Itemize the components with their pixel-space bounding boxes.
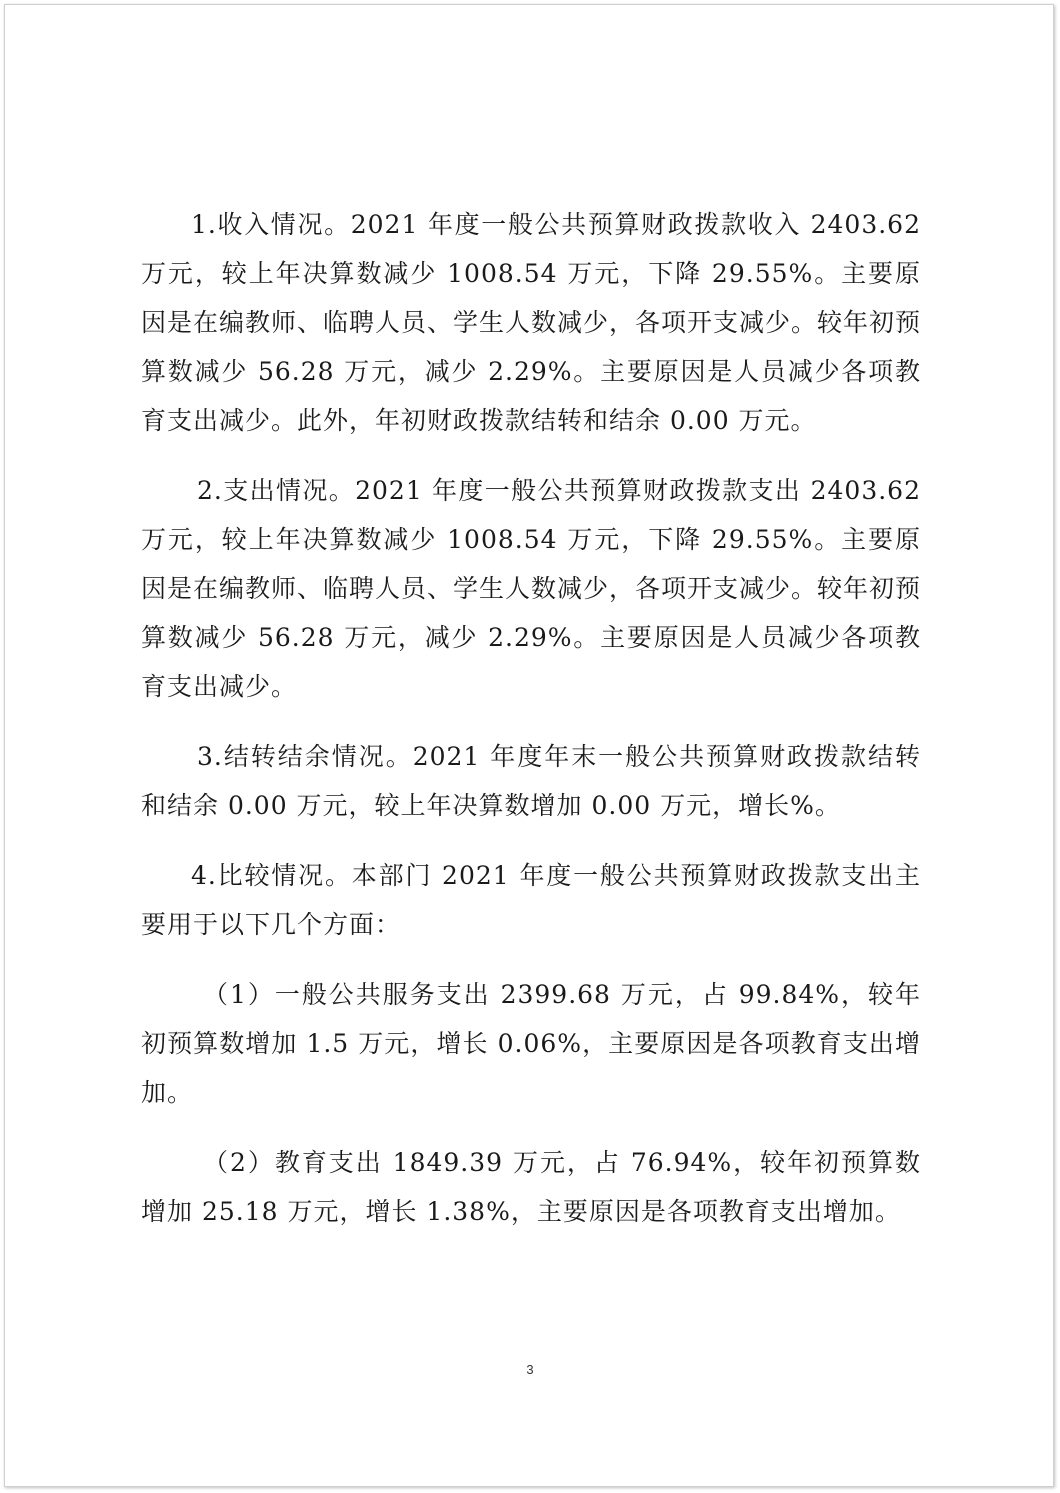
paragraph-public-service-expenditure: （1）一般公共服务支出 2399.68 万元，占 99.84%，较年初预算数增加 1.5 万元，增长 0.06%，主要原因是各项教育支出增加。 <box>141 980 921 1107</box>
paragraph-expenditure: 2.支出情况。2021 年度一般公共预算财政拨款支出 2403.62 万元，较上年决算数减少 1008.54 万元，下降 29.55%。主要原因是在编教师、临聘人员、学生人数减少，各项开支减少。较年初预算数减少 56.28 万元，减少 2.29%。主要原因是人员减少各项教育支出减少。 <box>141 476 922 701</box>
paragraph-income: 1.收入情况。2021 年度一般公共预算财政拨款收入 2403.62 万元，较上年决算数减少 1008.54 万元，下降 29.55%。主要原因是在编教师、临聘人员、学生人数减少，各项开支减少。较年初预算数减少 56.28 万元，减少 2.29%。主要原因是人员减少各项教育支出减少。此外，年初财政拨款结转和结余 0.00 万元。 <box>141 210 922 435</box>
paragraph-education-expenditure: （2）教育支出 1849.39 万元，占 76.94%，较年初预算数增加 25.18 万元，增长 1.38%，主要原因是各项教育支出增加。 <box>141 1148 921 1226</box>
page-number: 3 <box>526 1362 534 1377</box>
document-body <box>141 200 921 1236</box>
paragraph-comparison: 4.比较情况。本部门 2021 年度一般公共预算财政拨款支出主要用于以下几个方面： <box>141 861 921 939</box>
paragraph-carryover-balance: 3.结转结余情况。2021 年度年末一般公共预算财政拨款结转和结余 0.00 万元，较上年决算数增加 0.00 万元，增长%。 <box>141 742 921 820</box>
